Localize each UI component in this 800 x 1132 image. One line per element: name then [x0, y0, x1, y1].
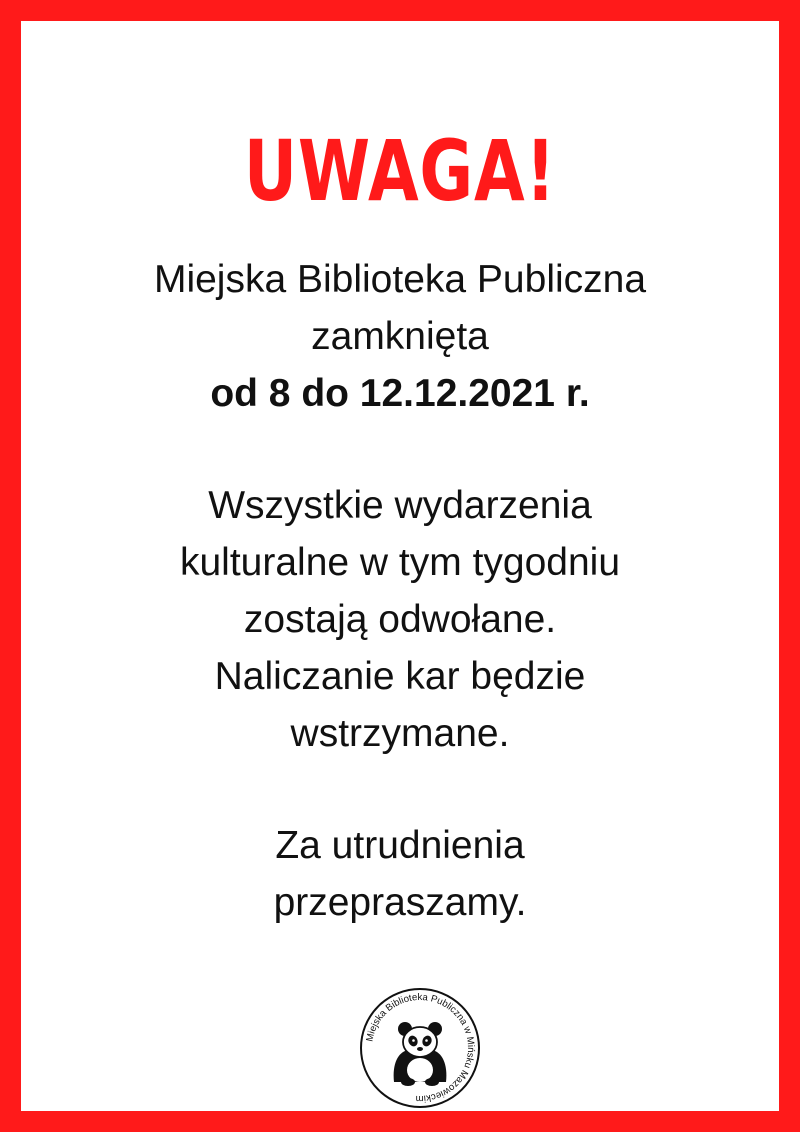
events-line-4: Naliczanie kar będzie	[214, 655, 586, 698]
library-seal	[358, 986, 482, 1110]
panda-icon	[394, 1022, 447, 1086]
library-logo	[358, 986, 482, 1110]
events-notice	[21, 477, 779, 762]
closure-dates: od 8 do 12.12.2021 r.	[210, 372, 590, 415]
closure-status: zamknięta	[311, 315, 489, 358]
seal-ring-text-path: Miejska Biblioteka Publiczna w Mińsku Mazowieckim	[364, 991, 477, 1105]
apology-line-1: Za utrudnienia	[275, 824, 525, 867]
events-line-1: Wszystkie wydarzenia	[208, 484, 592, 527]
library-name: Miejska Biblioteka Publiczna	[153, 258, 647, 301]
events-line-5: wstrzymane.	[290, 712, 510, 755]
apology-notice	[21, 817, 779, 931]
events-line-3: zostają odwołane.	[243, 598, 557, 641]
closure-notice	[21, 251, 779, 422]
events-line-2: kulturalne w tym tygodniu	[179, 541, 621, 584]
headline: UWAGA!	[243, 122, 557, 220]
apology-line-2: przepraszamy.	[273, 881, 527, 924]
